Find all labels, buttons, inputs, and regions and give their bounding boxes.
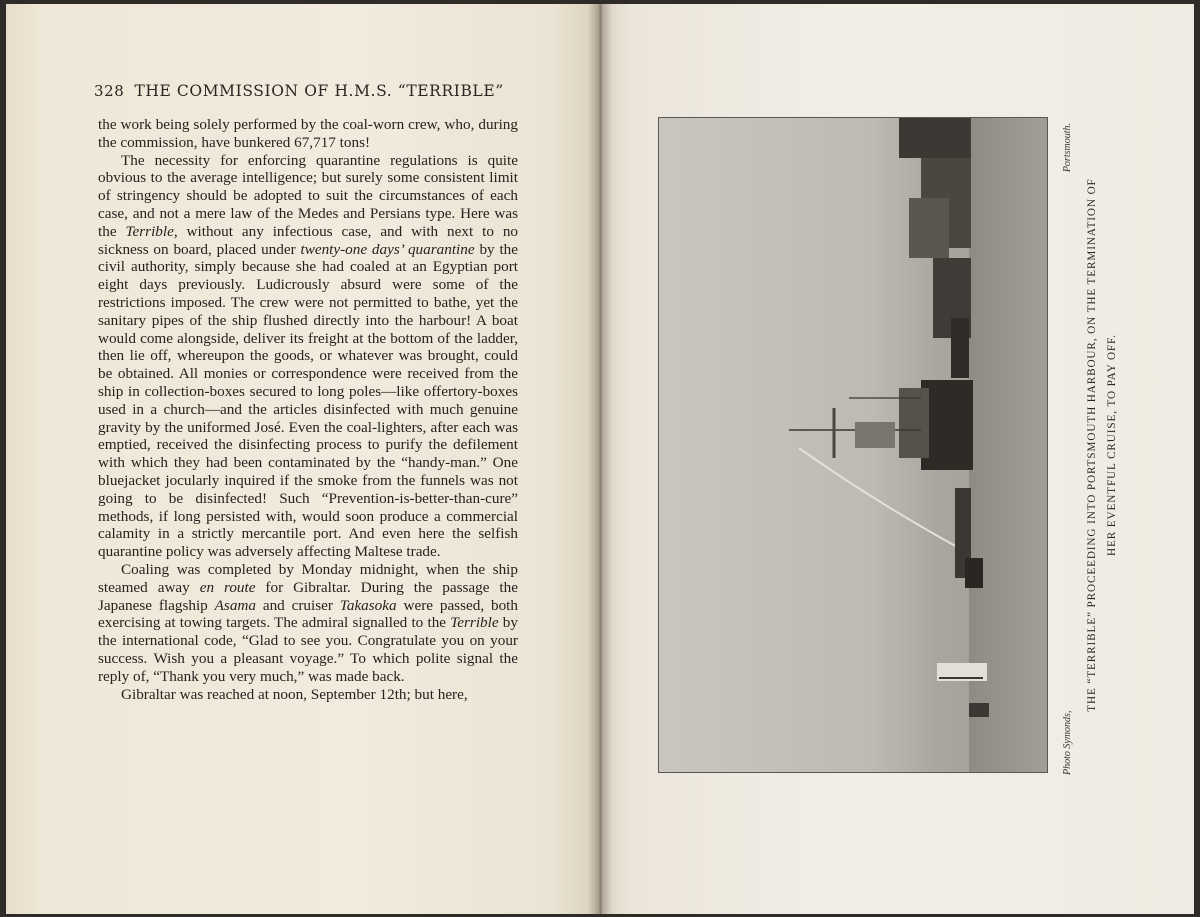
body-paragraph — [98, 152, 518, 561]
body-text — [98, 116, 518, 703]
paragraph-text: and cruiser — [255, 596, 340, 614]
running-head-title: THE COMMISSION OF H.M.S. “TERRIBLE” — [134, 82, 504, 100]
book-gutter — [588, 4, 612, 914]
italic-text: Asama — [214, 596, 256, 614]
paragraph-text: Gibraltar was reached at noon, September 12th; but here, — [121, 685, 468, 703]
italic-text: Takasoka — [339, 596, 397, 614]
photo-caption — [1062, 115, 1132, 775]
photo-credit-location: Portsmouth. — [1062, 123, 1073, 173]
paragraph-text: Coaling was completed by Monday midnight, when the ship steamed away — [98, 560, 518, 596]
italic-text: Terrible — [450, 614, 499, 632]
paragraph-text: the work being solely performed by the coal-worn crew, who, during the commission, have bunkered 67,717 tons! — [98, 116, 518, 151]
page-number: 328 — [94, 82, 125, 100]
paragraph-text: The necessity for enforcing quarantine regulations is quite obvious to the average intelligence; but surely some consistent limit of stringency should be adopted to suit the circumstances of each case, and not a mere law of the Medes and Persians type. Here was the — [98, 151, 518, 240]
italic-text: Terrible, — [125, 222, 178, 240]
paragraph-text: for Gibraltar. During the passage the Japanese flagship — [98, 578, 518, 614]
body-paragraph — [98, 686, 518, 704]
body-paragraph — [98, 116, 518, 152]
paragraph-text: by the international code, “Glad to see you. Congratulate you on your success. Wish you a pleasant voyage.” To which polite signal the reply of, “Thank you very much,” was made back. — [98, 614, 518, 685]
caption-line-1: THE “TERRIBLE” PROCEEDING INTO PORTSMOUTH HARBOUR, ON THE TERMINATION OF — [1086, 178, 1098, 712]
body-paragraph — [98, 561, 518, 686]
ship-photograph — [658, 117, 1048, 773]
paragraph-text: by the civil authority, simply because she had coaled at an Egyptian port eight days previously. Ludicrously absurd were some of the restrictions imposed. The crew were not permitted to bathe, yet the sanitary pipes of the ship flushed directly into the harbour! A boat would come alongside, deliver its freight at the bottom of the ladder, then lie off, whereupon the goods, or whatever was brought, could be obtained. All monies or correspondence were received from the ship in collection-boxes secured to long poles—like offertory-boxes used in a church—and the articles disinfected with much genuine gravity by the uniformed José. Even the coal-lighters, after each was emptied, received the disinfecting process to purify the defilement with which they had been contaminated by the “handy-man.” One bluejacket jocularly inquired if the smoke from the funnels was not going to be disinfected! Such “Prevention-is-better-than-cure” methods, if long persisted with, would soon produce a commercial calamity in a strictly mercantile port. And even here the selfish quarantine policy was adversely affecting Maltese trade. — [98, 240, 518, 561]
caption-line-2: HER EVENTFUL CRUISE, TO PAY OFF. — [1106, 334, 1118, 556]
running-head — [94, 82, 524, 100]
ship-photo-image — [659, 118, 1047, 772]
photo-credit-photographer: Photo Symonds, — [1062, 710, 1073, 775]
paragraph-text: were passed, both exercising at towing targets. The admiral signalled to the — [98, 596, 518, 632]
italic-text: en route — [199, 578, 256, 596]
italic-text: twenty-one days’ quarantine — [300, 240, 475, 258]
paragraph-text: without any infectious case, and with next to no sickness on board, placed under — [98, 222, 519, 258]
